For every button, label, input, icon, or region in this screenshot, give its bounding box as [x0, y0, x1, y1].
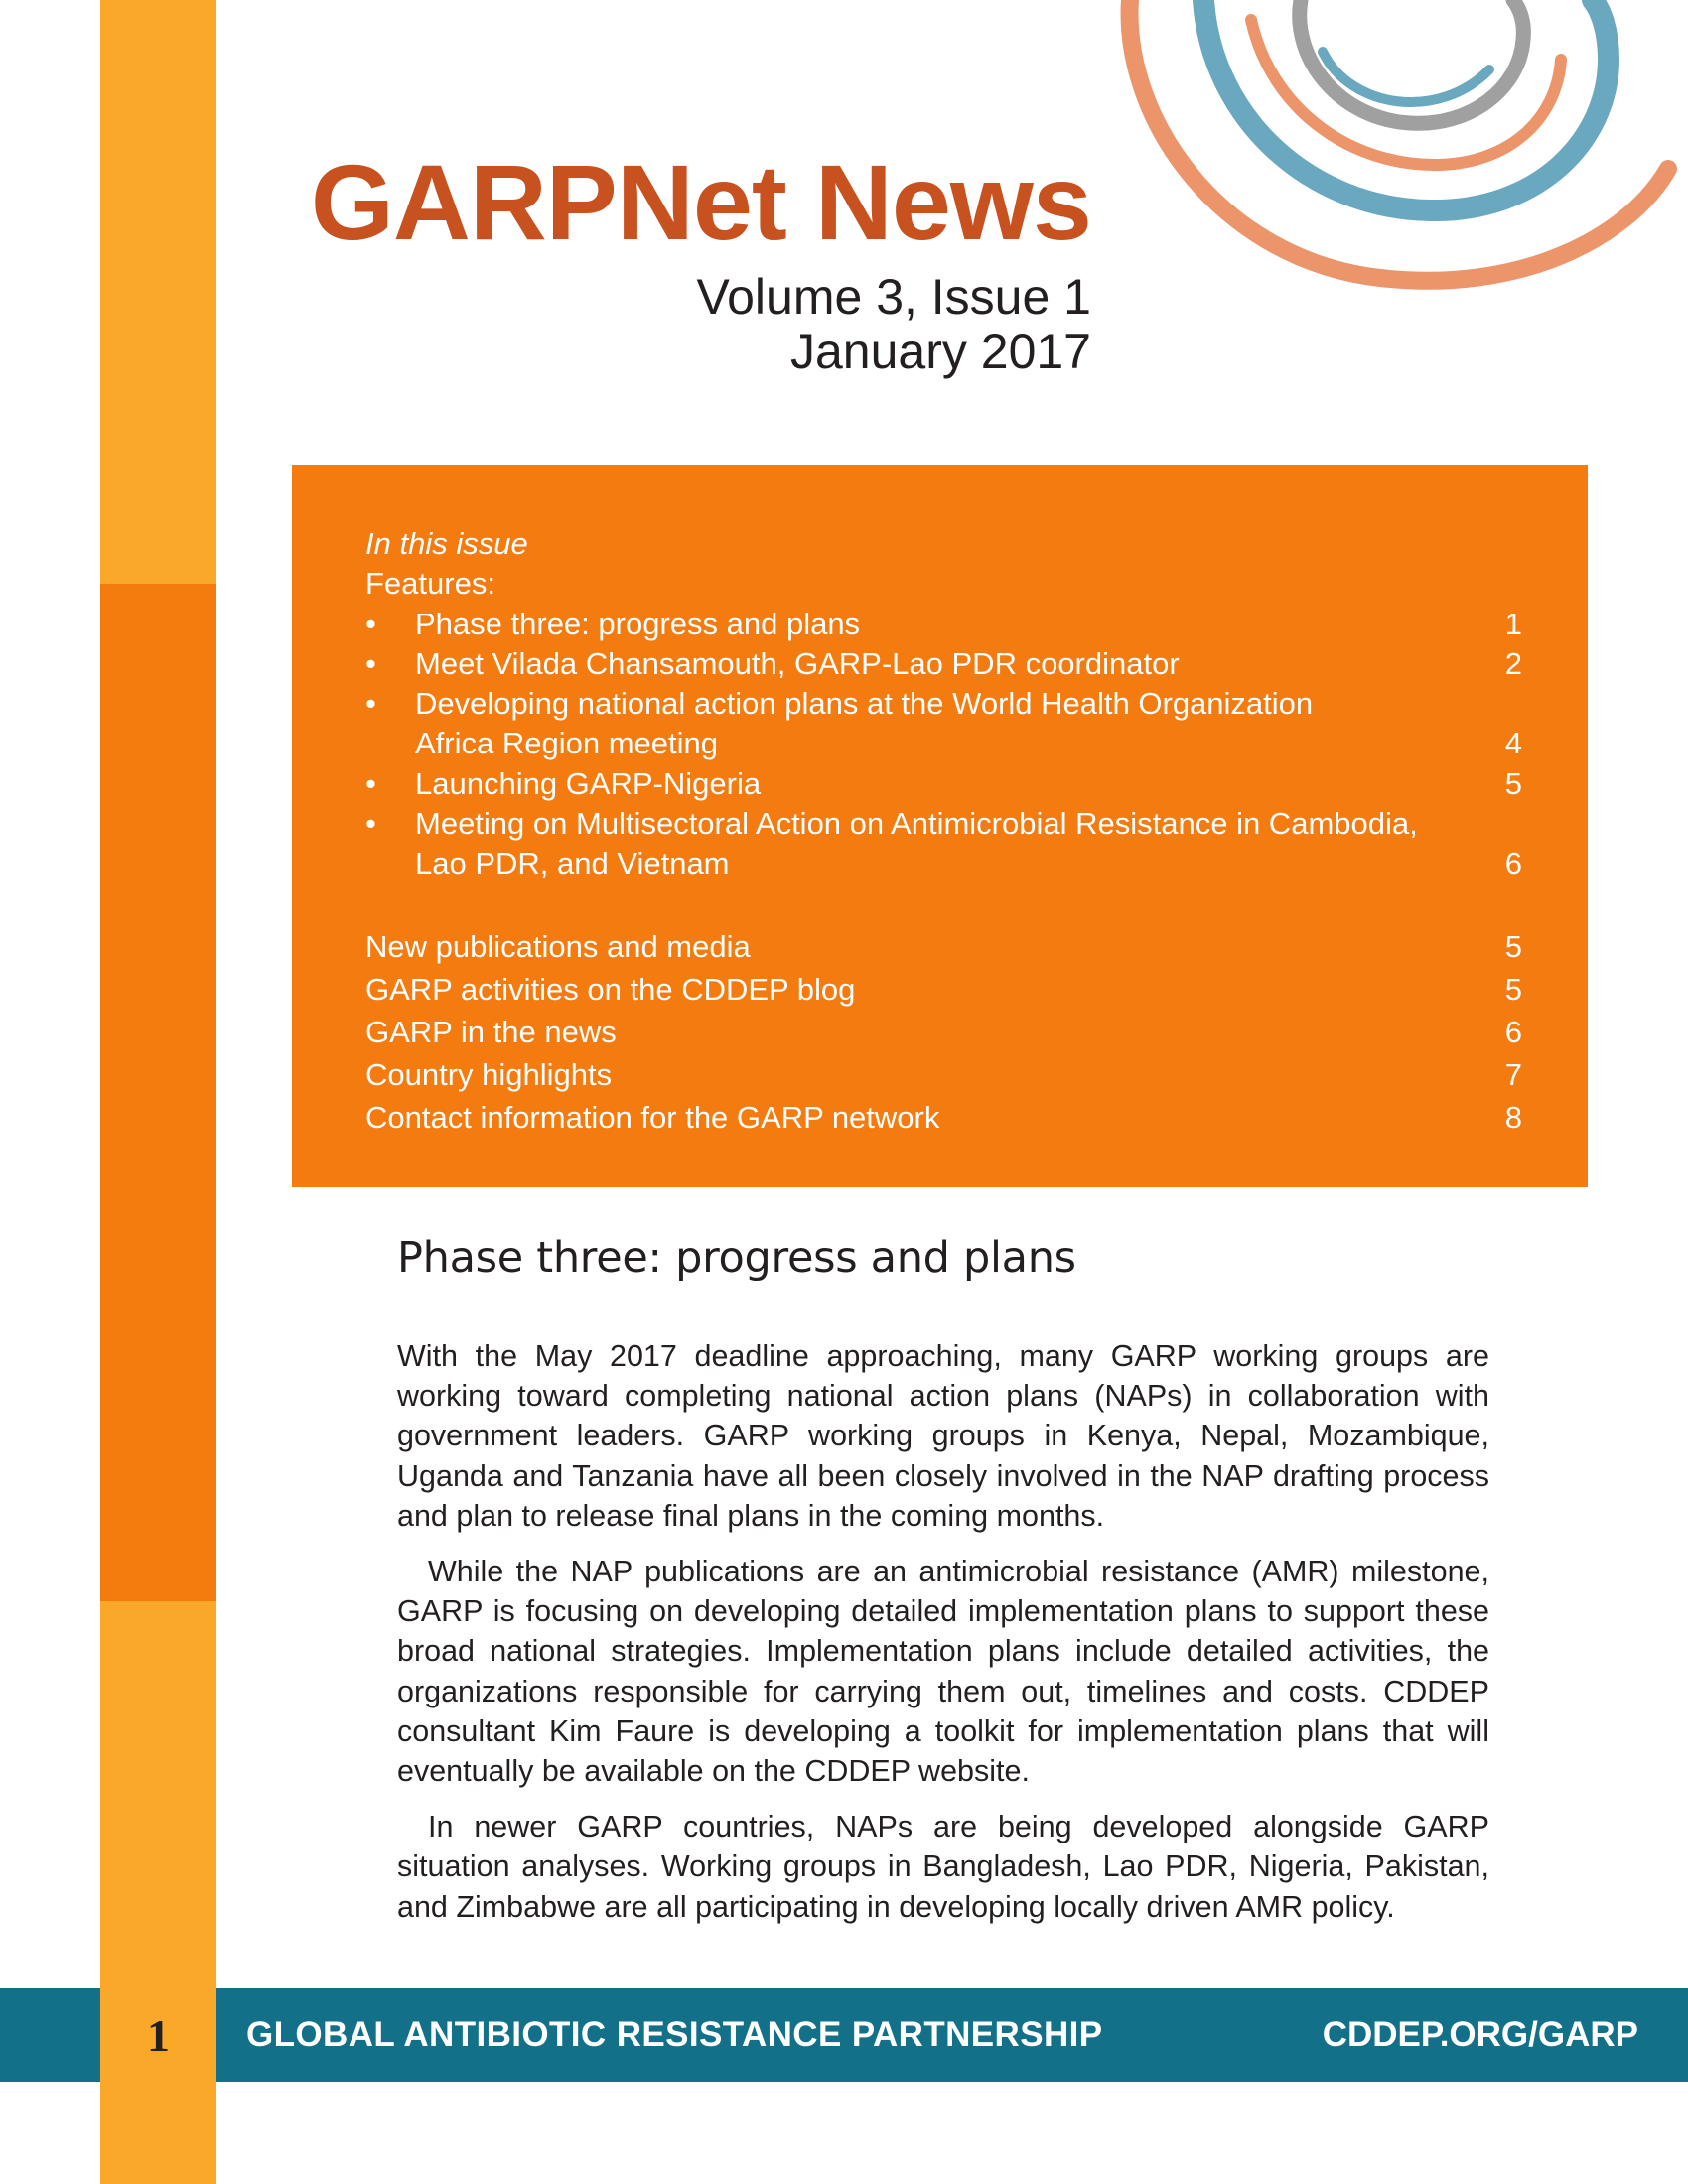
toc-page-number: 5: [1504, 929, 1522, 964]
toc-page-number: 4: [1504, 726, 1522, 760]
sidebar-bar-middle: [100, 584, 216, 1601]
newsletter-title: GARPNet News: [310, 142, 1091, 262]
masthead: [310, 142, 1091, 379]
toc-page-number: 7: [1504, 1057, 1522, 1092]
bullet-icon: •: [365, 646, 376, 681]
issue-date: January 2017: [789, 324, 1091, 379]
bullet-icon: •: [365, 607, 376, 641]
toc-section-item[interactable]: [365, 1053, 1522, 1096]
toc-section-text: Contact information for the GARP network: [365, 1100, 940, 1135]
toc-feature-item-continued[interactable]: [365, 844, 1522, 884]
toc-feature-text: Meeting on Multisectoral Action on Antimicrobial Resistance in Cambodia,: [415, 806, 1418, 841]
sidebar-bar-bottom: [100, 1601, 216, 2184]
toc-section-text: New publications and media: [365, 929, 751, 964]
toc-feature-item-continued[interactable]: [365, 724, 1522, 763]
page-number: 1: [100, 1988, 216, 2082]
toc-page-number: 2: [1504, 646, 1522, 681]
toc-feature-text: Launching GARP-Nigeria: [415, 766, 762, 801]
swirl-logo-graphic: [1112, 0, 1688, 338]
toc-section-text: Country highlights: [365, 1057, 613, 1092]
toc-page-number: 6: [1504, 846, 1522, 881]
toc-feature-item[interactable]: [365, 684, 1522, 724]
toc-features-label: Features:: [365, 566, 495, 601]
article-body: [397, 1336, 1489, 1943]
toc-section-text: GARP activities on the CDDEP blog: [365, 972, 856, 1007]
article-paragraph: In newer GARP countries, NAPs are being developed alongside GARP situation analyses. Working groups in Bangladesh, Lao PDR, Nigeria, Pakistan, and Zimbabwe are all participating in developing locally driven AMR policy.: [397, 1810, 1489, 1924]
toc-feature-text: Africa Region meeting: [415, 726, 718, 760]
toc-heading: In this issue: [365, 526, 528, 561]
toc-feature-text: Lao PDR, and Vietnam: [415, 846, 730, 881]
toc-page-number: 5: [1504, 972, 1522, 1007]
toc-feature-text: Phase three: progress and plans: [415, 607, 861, 641]
toc-feature-text: Meet Vilada Chansamouth, GARP-Lao PDR coordinator: [415, 646, 1180, 681]
toc-section-item[interactable]: [365, 968, 1522, 1011]
toc-page-number: 5: [1504, 766, 1522, 801]
article-paragraph: While the NAP publications are an antimicrobial resistance (AMR) milestone, GARP is focusing on developing detailed implementation plans to support these broad national strategies. Implementation plans include detailed activities, the organizations responsible for carrying them out, timelines and costs. CDDEP consultant Kim Faure is developing a toolkit for implementation plans that will eventually be available on the CDDEP website.: [397, 1555, 1489, 1789]
issue-volume: Volume 3, Issue 1: [696, 269, 1091, 325]
bullet-icon: •: [365, 686, 376, 721]
footer-organization: GLOBAL ANTIBIOTIC RESISTANCE PARTNERSHIP: [246, 2015, 1103, 2054]
toc-feature-text: Developing national action plans at the World Health Organization: [415, 686, 1314, 721]
toc-section-item[interactable]: [365, 1011, 1522, 1053]
bullet-icon: •: [365, 806, 376, 841]
table-of-contents: [292, 465, 1588, 1187]
toc-page-number: 1: [1504, 607, 1522, 641]
article-title: Phase three: progress and plans: [397, 1233, 1076, 1283]
toc-feature-item[interactable]: [365, 644, 1522, 684]
toc-section-text: GARP in the news: [365, 1015, 617, 1049]
toc-feature-item[interactable]: [365, 605, 1522, 644]
toc-section-item[interactable]: [365, 925, 1522, 968]
toc-feature-item[interactable]: [365, 804, 1522, 844]
toc-feature-item[interactable]: [365, 764, 1522, 804]
footer-website-link[interactable]: CDDEP.ORG/GARP: [1322, 2015, 1638, 2054]
toc-section-item[interactable]: [365, 1096, 1522, 1139]
toc-page-number: 8: [1504, 1100, 1522, 1135]
sidebar-bar-top: [100, 0, 216, 584]
bullet-icon: •: [365, 766, 376, 801]
article-paragraph: With the May 2017 deadline approaching, many GARP working groups are working toward completing national action plans (NAPs) in collaboration with government leaders. GARP working groups in Kenya, Nepal, Mozambique, Uganda and Tanzania have all been closely involved in the NAP drafting process and plan to release final plans in the coming months.: [397, 1339, 1489, 1533]
toc-page-number: 6: [1504, 1015, 1522, 1049]
